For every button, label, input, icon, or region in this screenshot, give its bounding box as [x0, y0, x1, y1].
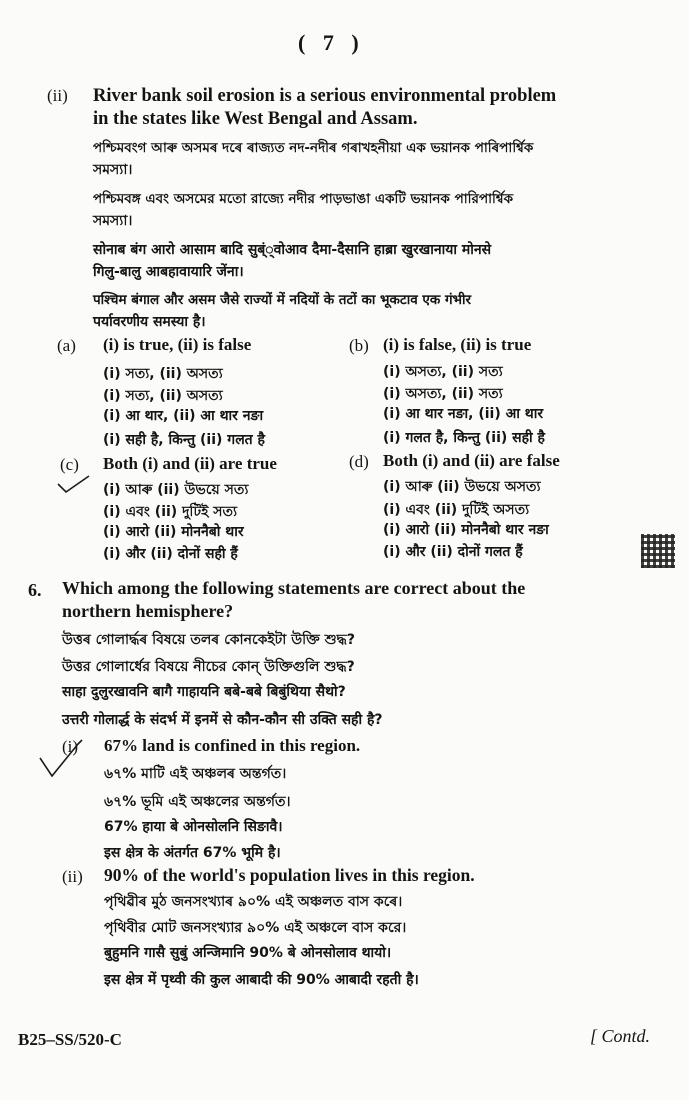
statement-6-i-bodo: 67% हाया बे ओनसोलनि सिङावै। [104, 819, 283, 835]
question-6-bengali: উত্তর গোলার্ধের বিষয়ে নীচের কোন্ উক্তিগুলি শুদ্ধ? [62, 659, 355, 675]
statement-6-ii-assamese: পৃথিৱীৰ মুঠ জনসংখ্যাৰ ৯০% এই অঞ্চলত বাস কৰে। [104, 894, 403, 910]
option-b-assamese: (i) অসত্য, (ii) সত্য [383, 364, 503, 380]
option-c-hindi: (i) और (ii) दोनों सही हैं [103, 546, 238, 562]
option-c-bengali: (i) এবং (ii) দুটিই সত্য [103, 504, 238, 520]
option-a-label: (a) [57, 336, 76, 355]
option-c-assamese: (i) আৰু (ii) উভয়ে সত্য [103, 482, 249, 498]
question-6-english-line2: northern hemisphere? [62, 601, 234, 621]
statement-ii-assamese-line2: সমস্যা। [93, 162, 133, 178]
statement-6-ii-english: 90% of the world's population lives in this region. [104, 865, 475, 885]
qr-code-icon [641, 534, 675, 568]
question-number: 6. [28, 580, 42, 600]
option-a-bengali: (i) সত্য, (ii) অসত্য [103, 388, 223, 404]
option-d-label: (d) [349, 452, 369, 471]
statement-label-ii: (ii) [47, 86, 68, 105]
statement-6-i-label: (i) [62, 737, 79, 756]
handwritten-tick-icon [38, 738, 98, 780]
option-b-label: (b) [349, 336, 369, 355]
option-d-assamese: (i) আৰু (ii) উভয়ে অসত্য [383, 479, 541, 495]
statement-6-ii-bodo: बुहुमनि गासै सुबुं अन्जिमानि 90% बे ओनसोलाव थायो। [104, 945, 392, 961]
statement-ii-bodo-line2: गिलु-बालु आबहावायारि जेंना। [93, 264, 244, 280]
statement-6-i-english: 67% land is confined in this region. [104, 736, 361, 755]
option-a-bodo: (i) आ थार, (ii) आ थार नङा [103, 408, 264, 424]
option-b-hindi: (i) गलत है, किन्तु (ii) सही है [383, 430, 545, 446]
statement-6-i-bengali: ৬৭% ভূমি এই অঞ্চলের অন্তর্গত। [104, 794, 291, 810]
statement-ii-bodo-line1: सोनाब बंग आरो आसाम बादि सुब्ं्‍वोआव दैमा-दैसानि हाब्रा खुरखानाया मोनसे [93, 242, 492, 258]
question-6-bodo: साहा दुलुरखावनि बागै गाहायनि बबे-बबे बिबुंथिया सैथो? [62, 684, 346, 700]
statement-ii-assamese-line1: পশ্চিমবংগ আৰু অসমৰ দৰে ৰাজ্যত নদ-নদীৰ গৰাখহনীয়া এক ভয়ানক পাৰিপাৰ্শ্বিক [93, 140, 534, 156]
option-b-bodo: (i) आ थार नङा, (ii) आ थार [383, 406, 544, 422]
statement-6-ii-label: (ii) [62, 867, 83, 886]
statement-6-i-assamese: ৬৭% মাটি এই অঞ্চলৰ অন্তৰ্গত। [104, 766, 287, 782]
statement-ii-bengali-line2: সমস্যা। [93, 213, 133, 229]
statement-ii-english-line1: River bank soil erosion is a serious environmental problem [93, 86, 557, 106]
option-d-bodo: (i) आरो (ii) मोननैबो थार नङा [383, 522, 549, 538]
page-number: ( 7 ) [298, 30, 365, 55]
handwritten-tick-icon [56, 474, 92, 496]
statement-6-ii-hindi: इस क्षेत्र में पृथ्वी की कुल आबादी की 90% आबादी रहती है। [104, 972, 419, 988]
statement-6-i-hindi: इस क्षेत्र के अंतर्गत 67% भूमि है। [104, 845, 281, 861]
statement-6-ii-bengali: পৃথিবীর মোট জনসংখ্যার ৯০% এই অঞ্চলে বাস করে। [104, 920, 407, 936]
option-a-english: (i) is true, (ii) is false [103, 335, 252, 354]
option-d-bengali: (i) এবং (ii) দুটিই অসত্য [383, 502, 530, 518]
option-c-english: Both (i) and (ii) are true [103, 454, 277, 473]
option-a-assamese: (i) সত্য, (ii) অসত্য [103, 366, 223, 382]
paper-code: B25–SS/520-C [18, 1030, 122, 1049]
option-b-bengali: (i) অসত্য, (ii) সত্য [383, 386, 503, 402]
statement-ii-english-line2: in the states like West Bengal and Assam. [93, 109, 418, 129]
option-c-bodo: (i) आरो (ii) मोननैबो थार [103, 524, 244, 540]
statement-ii-hindi-line1: पश्चिम बंगाल और असम जैसे राज्यों में नदियों के तटों का भूकटाव एक गंभीर [93, 292, 472, 308]
option-a-hindi: (i) सही है, किन्तु (ii) गलत है [103, 432, 265, 448]
option-d-hindi: (i) और (ii) दोनों गलत हैं [383, 544, 523, 560]
continued-label: [ Contd. [590, 1026, 651, 1046]
option-b-english: (i) is false, (ii) is true [383, 335, 532, 354]
question-6-assamese: উত্তৰ গোলাৰ্দ্ধৰ বিষয়ে তলৰ কোনকেইটা উক্তি শুদ্ধ? [62, 632, 356, 648]
option-c-label: (c) [60, 455, 79, 474]
question-6-hindi: उत्तरी गोलार्द्ध के संदर्भ में इनमें से कौन-कौन सी उक्ति सही है? [62, 712, 383, 728]
statement-ii-bengali-line1: পশ্চিমবঙ্গ এবং অসমের মতো রাজ্যে নদীর পাড়ভাঙা একটি ভয়ানক পারিপার্শ্বিক [93, 191, 514, 207]
option-d-english: Both (i) and (ii) are false [383, 451, 560, 470]
question-6-english-line1: Which among the following statements are correct about the [62, 578, 526, 598]
statement-ii-hindi-line2: पर्यावरणीय समस्या है। [93, 314, 206, 330]
